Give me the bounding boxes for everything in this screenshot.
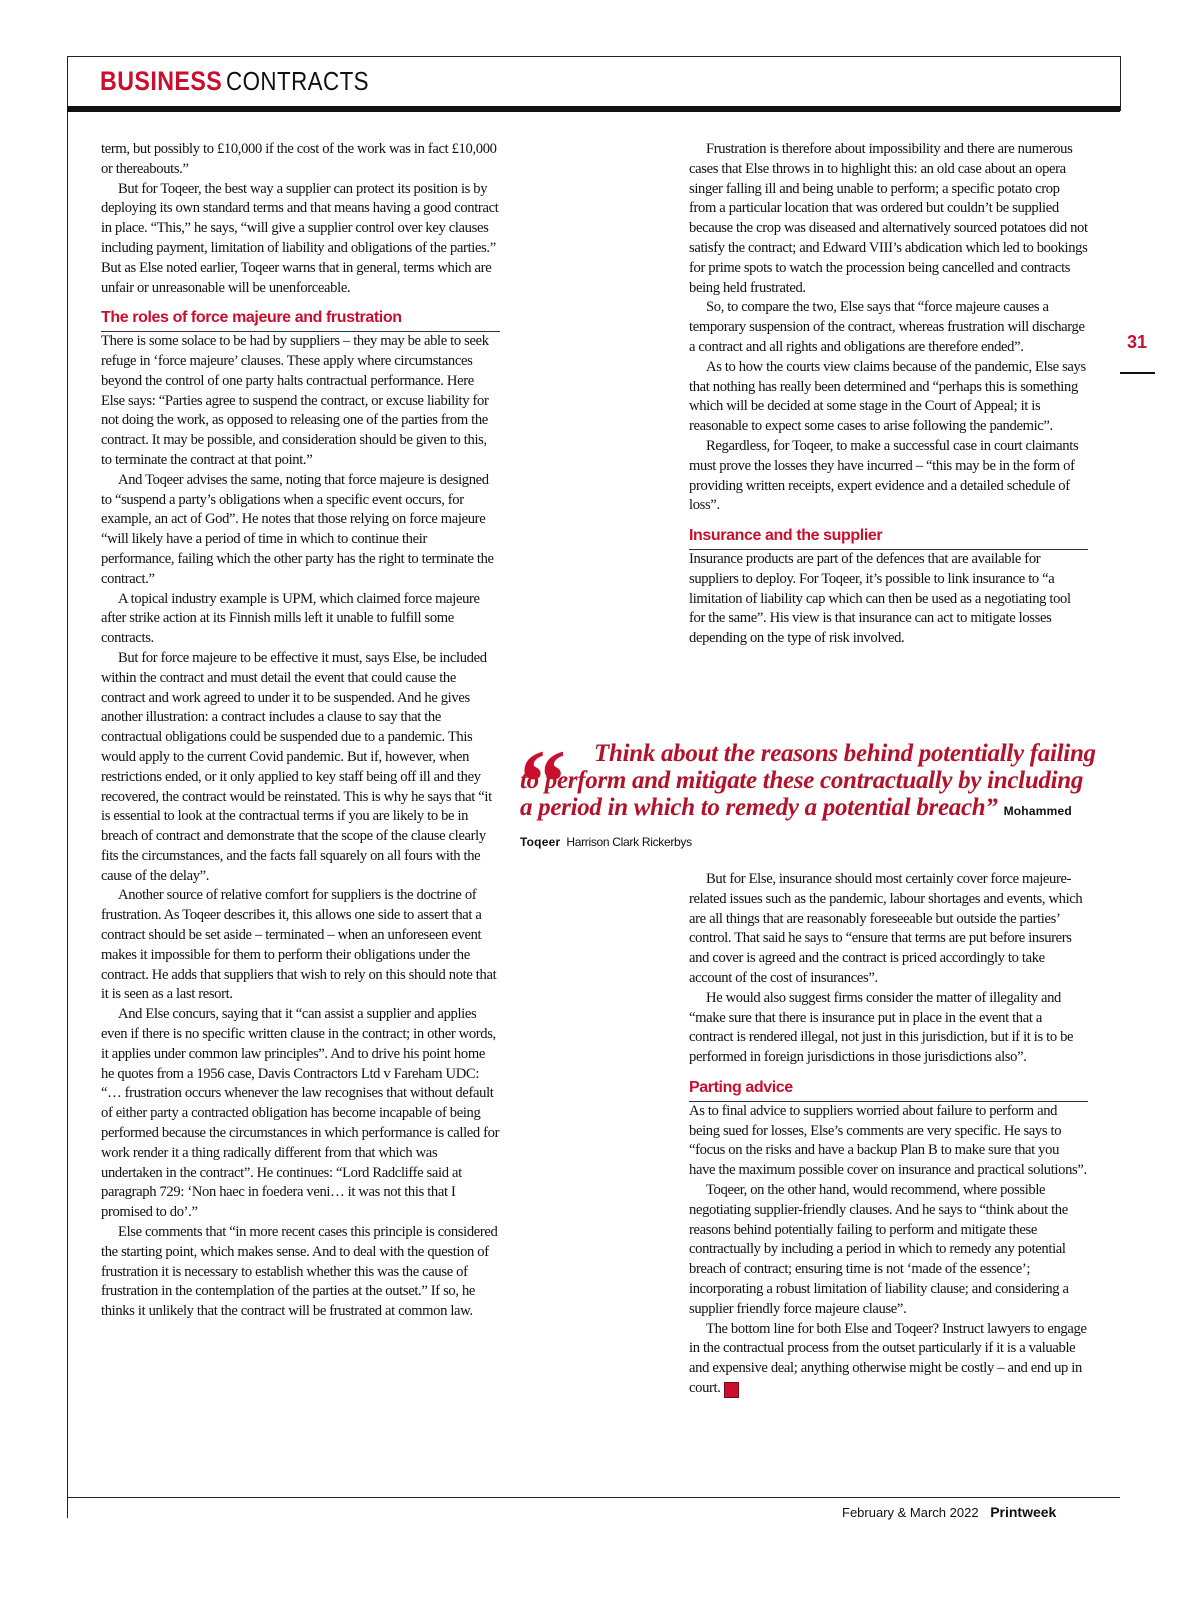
paragraph: Regardless, for Toqeer, to make a successful case in court claimants must prove the losses they have incurred – “this may be in the form of providing written receipts, expert evidence and a detailed schedule of loss”. xyxy=(689,437,1079,514)
subheading-force-majeure: The roles of force majeure and frustration xyxy=(101,308,500,332)
section-label: BUSINESS xyxy=(100,66,223,96)
end-mark-icon: P xyxy=(724,1382,739,1398)
page-number: 31 xyxy=(1127,332,1148,352)
page-frame-right xyxy=(1120,56,1121,111)
paragraph: But for force majeure to be effective it must, says Else, be included within the contract and must detail the event that could cause the contract and work agreed to under it to be suspended. And he gives another illustration: a contract includes a clause to say that the contractual obligations could be suspended due to a pandemic. This would apply to the current Covid pandemic. But if, however, when restrictions ended, or it only applied to key staff being off ill and they recovered, the contract would be reinstated. This is why he says that “it is essential to look at the contractual terms if you are likely to be in breach of contract and demonstrate that the scope of the clause clearly fits the circumstances, and the facts fall squarely on all fours with the cause of the delay”. xyxy=(101,649,492,884)
header-rule xyxy=(67,106,1120,112)
quote-mark-icon: “ xyxy=(520,731,566,833)
pull-quote xyxy=(520,731,1100,856)
page-frame-left xyxy=(67,56,68,1518)
pull-quote-text xyxy=(520,740,1100,856)
paragraph: He would also suggest firms consider the matter of illegality and “make sure that there is insurance put in place in the event that a contract is rendered illegal, not just in this jurisdiction, but if it is to be performed in foreign jurisdictions in those jurisdictions also”. xyxy=(689,989,1074,1066)
publication-name: Printweek xyxy=(990,1504,1057,1520)
paragraph: Else comments that “in more recent cases this principle is considered the starting point, which makes sense. And to deal with the question of frustration it is necessary to establish whether this was the cause of frustration in the contemplation of the parties at the outset.” If so, he thinks it unlikely that the contract will be frustrated at common law. xyxy=(101,1224,498,1320)
paragraph: A topical industry example is UPM, which claimed force majeure after strike action at its Finnish mills left it unable to fulfill some contracts. xyxy=(101,590,480,647)
paragraph: But for Else, insurance should most certainly cover force majeure-related issues such as the pandemic, labour shortages and events, which are all things that are reasonably foreseeable but outside the parties’ control. That said he says to “ensure that terms are put before insurers and cover is agreed and the contract is priced accordingly to take account of the cost of insurances”. xyxy=(689,871,1083,986)
paragraph: term, but possibly to £10,000 if the cost of the work was in fact £10,000 or thereabouts.” xyxy=(101,141,497,177)
subheading-insurance: Insurance and the supplier xyxy=(689,526,1088,550)
paragraph: Frustration is therefore about impossibility and there are numerous cases that Else throws in to highlight this: an old case about an opera singer falling ill and being unable to perform; a specific potato crop from a particular location that was ordered but couldn’t be supplied because the crop was diseased and alternatively sourced potatoes did not satisfy the contract; and Edward VIII’s abdication which led to bookings for prime spots to watch the procession being cancelled and contracts being held frustrated. xyxy=(689,141,1088,296)
paragraph: As to how the courts view claims because of the pandemic, Else says that nothing has really been determined and “perhaps this is something which will be decided at some stage in the Court of Appeal; it is reasonable to expect some cases to arise following the pandemic”. xyxy=(689,358,1086,435)
paragraph: And Toqeer advises the same, noting that force majeure is designed to “suspend a party’s obligations when a specific event occurs, for example, an act of God”. He notes that those relying on force majeure “will likely have a period of time in which to continue their performance, failing which the other party has the right to terminate the contract.” xyxy=(101,471,494,587)
page-frame-bottom xyxy=(67,1497,1120,1498)
paragraph: As to final advice to suppliers worried about failure to perform and being sued for losses, Else’s comments are very specific. He says to “focus on the risks and have a backup Plan B to make sure that you have the maximum possible cover on insurance and practical solutions”. xyxy=(689,1102,1087,1179)
left-column xyxy=(101,140,500,1322)
final-paragraph-text: The bottom line for both Else and Toqeer? Instruct lawyers to engage in the contractual process from the outset particularly if it is a valuable and expensive deal; anything otherwise might be costly – and end up in court. xyxy=(689,1320,1087,1396)
page-frame-top xyxy=(67,56,1120,57)
paragraph: Toqeer, on the other hand, would recommend, where possible negotiating supplier-friendly clauses. And he says to “think about the reasons behind potentially failing to perform and mitigate these contractually by including a period in which to remedy any potential breach of contract; ensuring time is not ‘made of the essence’; incorporating a robust limitation of liability clause; and considering a supplier friendly force majeure clause”. xyxy=(689,1181,1069,1317)
page-footer xyxy=(842,1504,1056,1520)
issue-date: February & March 2022 xyxy=(842,1505,979,1520)
paragraph: And Else concurs, saying that it “can assist a supplier and applies even if there is no specific written clause in the contract; in other words, it applies under common law principles”. And to drive his point home he quotes from a 1956 case, Davis Contractors Ltd v Fareham UDC: “… frustration occurs whenever the law recognises that without default of either party a contracted obligation has become incapable of being performed because the circumstances in which performance is called for work render it a thing radically different from that which was undertaken in the contract”. He continues: “Lord Radcliffe said at paragraph 729: ‘Non haec in foedera veni… it was not this that I promised to do’.” xyxy=(101,1006,500,1221)
section-header xyxy=(100,66,392,102)
topic-label: CONTRACTS xyxy=(226,66,370,96)
final-paragraph xyxy=(689,1320,1088,1399)
paragraph: There is some solace to be had by suppliers – they may be able to seek refuge in ‘force majeure’ clauses. These apply where circumstances beyond the control of one party halts contractual performance. Here Else says: “Parties agree to suspend the contract, or excuse liability for not doing the work, as opposed to releasing one of the parties from the contract. It may be possible, and consideration should be given to this, to terminate the contract at that point.” xyxy=(101,333,489,468)
subheading-parting-advice: Parting advice xyxy=(689,1078,1088,1102)
right-column-bottom xyxy=(689,870,1088,1399)
paragraph: Insurance products are part of the defences that are available for suppliers to deploy. For Toqeer, it’s possible to link insurance to “a limitation of liability cap which can then be used as a negotiating tool for the same”. His view is that insurance can act to mitigate losses depending on the type of risk involved. xyxy=(689,550,1071,647)
paragraph: So, to compare the two, Else says that “force majeure causes a temporary suspension of the contract, whereas frustration will discharge a contract and all rights and obligations are therefore ended”. xyxy=(689,299,1085,355)
page-number-rule xyxy=(1120,372,1155,374)
paragraph: But for Toqeer, the best way a supplier can protect its position is by deploying its own standard terms and that means having a good contract in place. “This,” he says, “will give a supplier control over key clauses including payment, limitation of liability and obligations of the parties.” But as Else noted earlier, Toqeer warns that in general, terms which are unfair or unreasonable will be unenforceable. xyxy=(101,180,499,296)
paragraph: Another source of relative comfort for suppliers is the doctrine of frustration. As Toqeer describes it, this allows one side to assert that a contract should be set aside – terminated – when an unforeseen event makes it impossible for them to perform their obligations under the contract. He adds that suppliers that wish to rely on this should note that it is seen as a last resort. xyxy=(101,887,497,1003)
pull-quote-body: Think about the reasons behind potentially failing to perform and mitigate these contractually by including a period in which to remedy a potential breach” xyxy=(520,740,1096,821)
pull-quote-author: Mohammed Toqeer xyxy=(520,804,1072,849)
right-column-top xyxy=(689,140,1088,649)
pull-quote-organisation: Harrison Clark Rickerbys xyxy=(566,835,692,849)
